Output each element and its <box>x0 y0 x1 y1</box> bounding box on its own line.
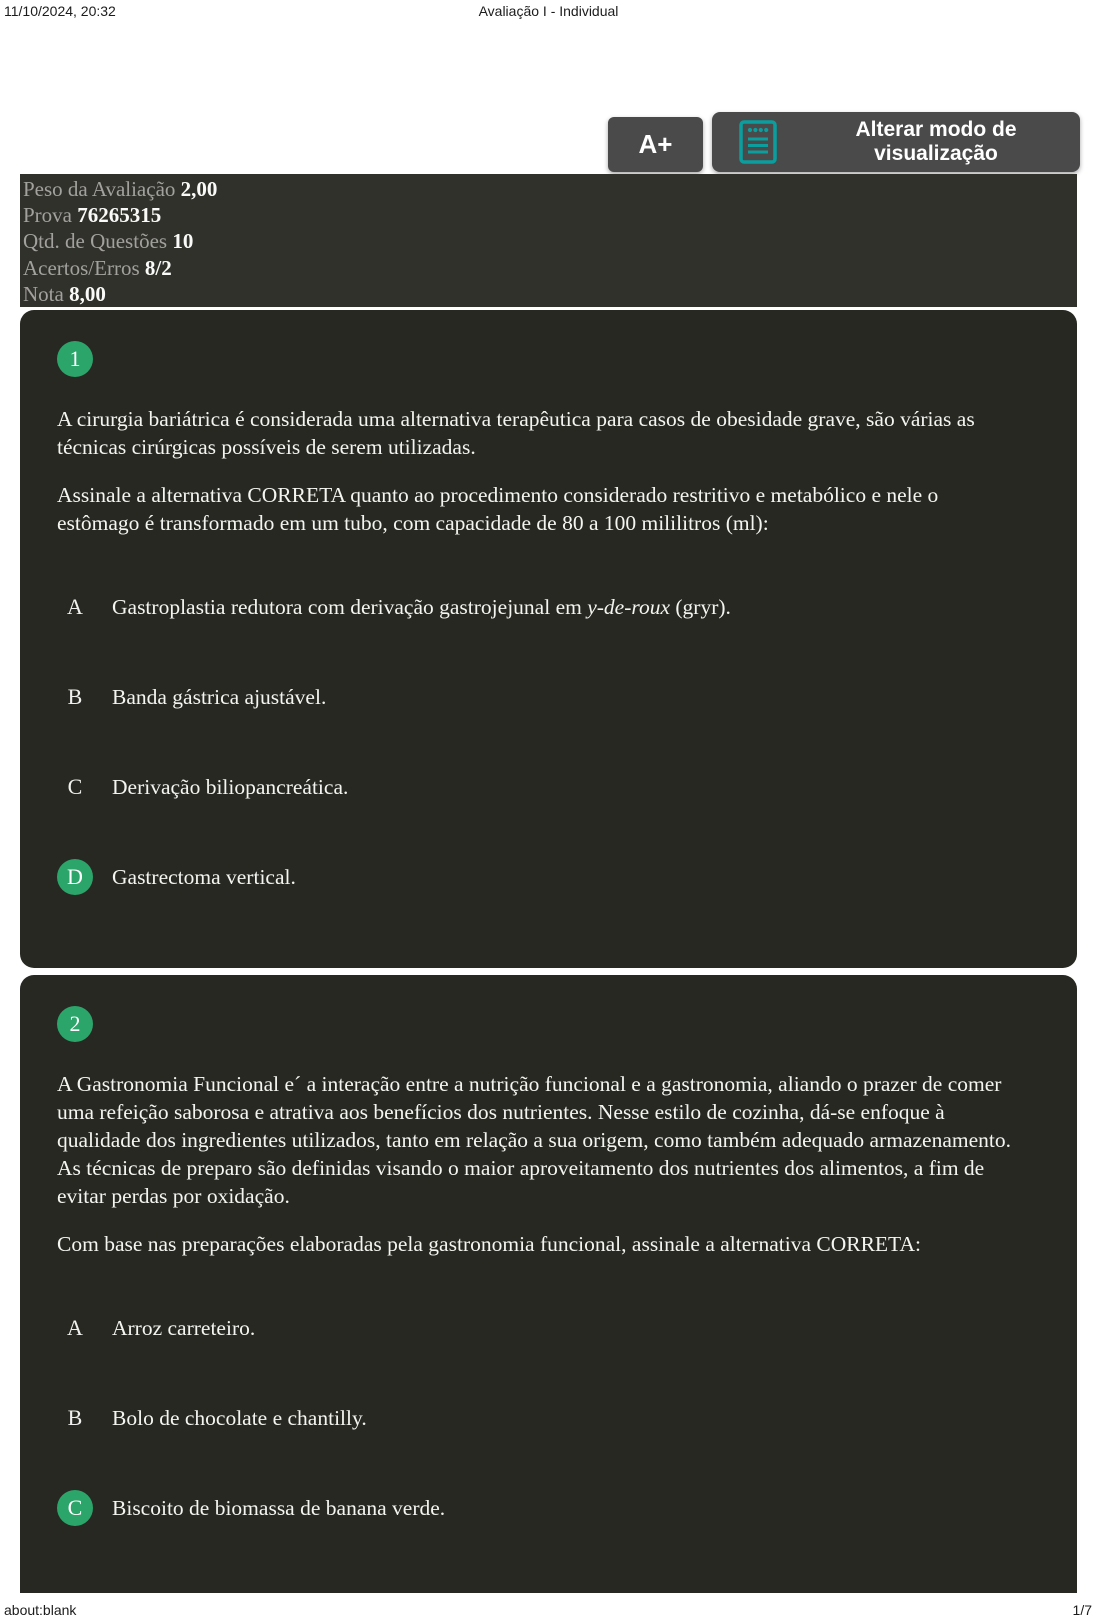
correct-answer-badge: C <box>57 1490 93 1526</box>
print-datetime: 11/10/2024, 20:32 <box>4 3 116 19</box>
option-text: Arroz carreteiro. <box>112 1316 256 1340</box>
question-prompt: Com base nas preparações elaboradas pela gastronomia funcional, assinale a alternativa CORRETA: <box>57 1232 921 1256</box>
summary-row-hits-errors: Acertos/Erros 8/2 <box>23 255 172 280</box>
summary-row-grade: Nota 8,00 <box>23 281 106 306</box>
option-row-d-correct[interactable] <box>57 859 1022 895</box>
option-row-b[interactable] <box>57 679 1022 715</box>
option-row-c-correct[interactable] <box>57 1490 1022 1526</box>
document-list-icon <box>738 119 778 165</box>
summary-value-exam: 76265315 <box>77 203 162 228</box>
option-text: Gastroplastia redutora com derivação gastrojejunal em y-de-roux (gryr). <box>112 595 731 619</box>
option-text: Derivação biliopancreática. <box>112 775 349 799</box>
summary-value-weight: 2,00 <box>180 177 218 201</box>
option-letter: C <box>67 774 83 799</box>
question-number-badge: 2 <box>57 1006 93 1042</box>
question-number-badge: 1 <box>57 341 93 377</box>
print-title: Avaliação I - Individual <box>478 3 619 19</box>
option-letter: A <box>67 594 83 619</box>
option-row-a[interactable] <box>57 1310 1022 1346</box>
summary-row-weight: Peso da Avaliação 2,00 <box>23 177 218 201</box>
option-row-c[interactable] <box>57 769 1022 805</box>
assessment-summary <box>20 174 1077 307</box>
question-text: A cirurgia bariátrica é considerada uma alternativa terapêutica para casos de obesidade grave, são várias as técnicas cirúrgicas possíveis de serem utilizadas. <box>57 407 975 459</box>
question-card-1 <box>20 310 1077 968</box>
print-footer-page-number: 1/7 <box>1072 1602 1092 1618</box>
question-card-2 <box>20 975 1077 1593</box>
option-row-a[interactable] <box>57 589 1022 625</box>
option-row-b[interactable] <box>57 1400 1022 1436</box>
options-list <box>57 589 1022 895</box>
summary-row-question-count: Qtd. de Questões 10 <box>23 229 194 254</box>
summary-row-exam: Prova 76265315 <box>23 203 162 228</box>
question-prompt: Assinale a alternativa CORRETA quanto ao procedimento considerado restritivo e metabólico e nele o estômago é transformado em um tubo, com capacidade de 80 a 100 mililitros (ml): <box>57 483 939 535</box>
option-text: Gastrectoma vertical. <box>112 865 296 889</box>
option-text: Banda gástrica ajustável. <box>112 685 327 709</box>
question-text: A Gastronomia Funcional e´ a interação entre a nutrição funcional e a gastronomia, aliando o prazer de comer uma refeição saborosa e atrativa aos benefícios dos nutrientes. Nesse estilo de cozinha, dá-se enfoque à qualidade dos ingredientes utilizados, tanto em relação a sua origem, como também adequado armazenamento. As técnicas de preparo são definidas visando o maior aproveitamento dos nutrientes dos alimentos, a fim de evitar perdas por oxidação. <box>57 1072 1012 1208</box>
option-text: Bolo de chocolate e chantilly. <box>112 1406 367 1430</box>
summary-value-hits-errors: 8/2 <box>144 255 172 280</box>
font-increase-button[interactable]: A+ <box>608 117 703 172</box>
change-view-mode-label: Alterar modo de visualização <box>855 118 1017 165</box>
print-footer-url: about:blank <box>4 1602 77 1618</box>
correct-answer-badge: D <box>57 859 93 895</box>
option-text: Biscoito de biomassa de banana verde. <box>112 1496 446 1520</box>
option-letter: A <box>67 1315 83 1340</box>
change-view-mode-button[interactable] <box>712 112 1080 172</box>
options-list <box>57 1310 1022 1526</box>
summary-value-question-count: 10 <box>172 229 194 254</box>
option-letter: B <box>67 1405 83 1430</box>
summary-value-grade: 8,00 <box>69 281 106 306</box>
option-letter: B <box>67 684 83 709</box>
